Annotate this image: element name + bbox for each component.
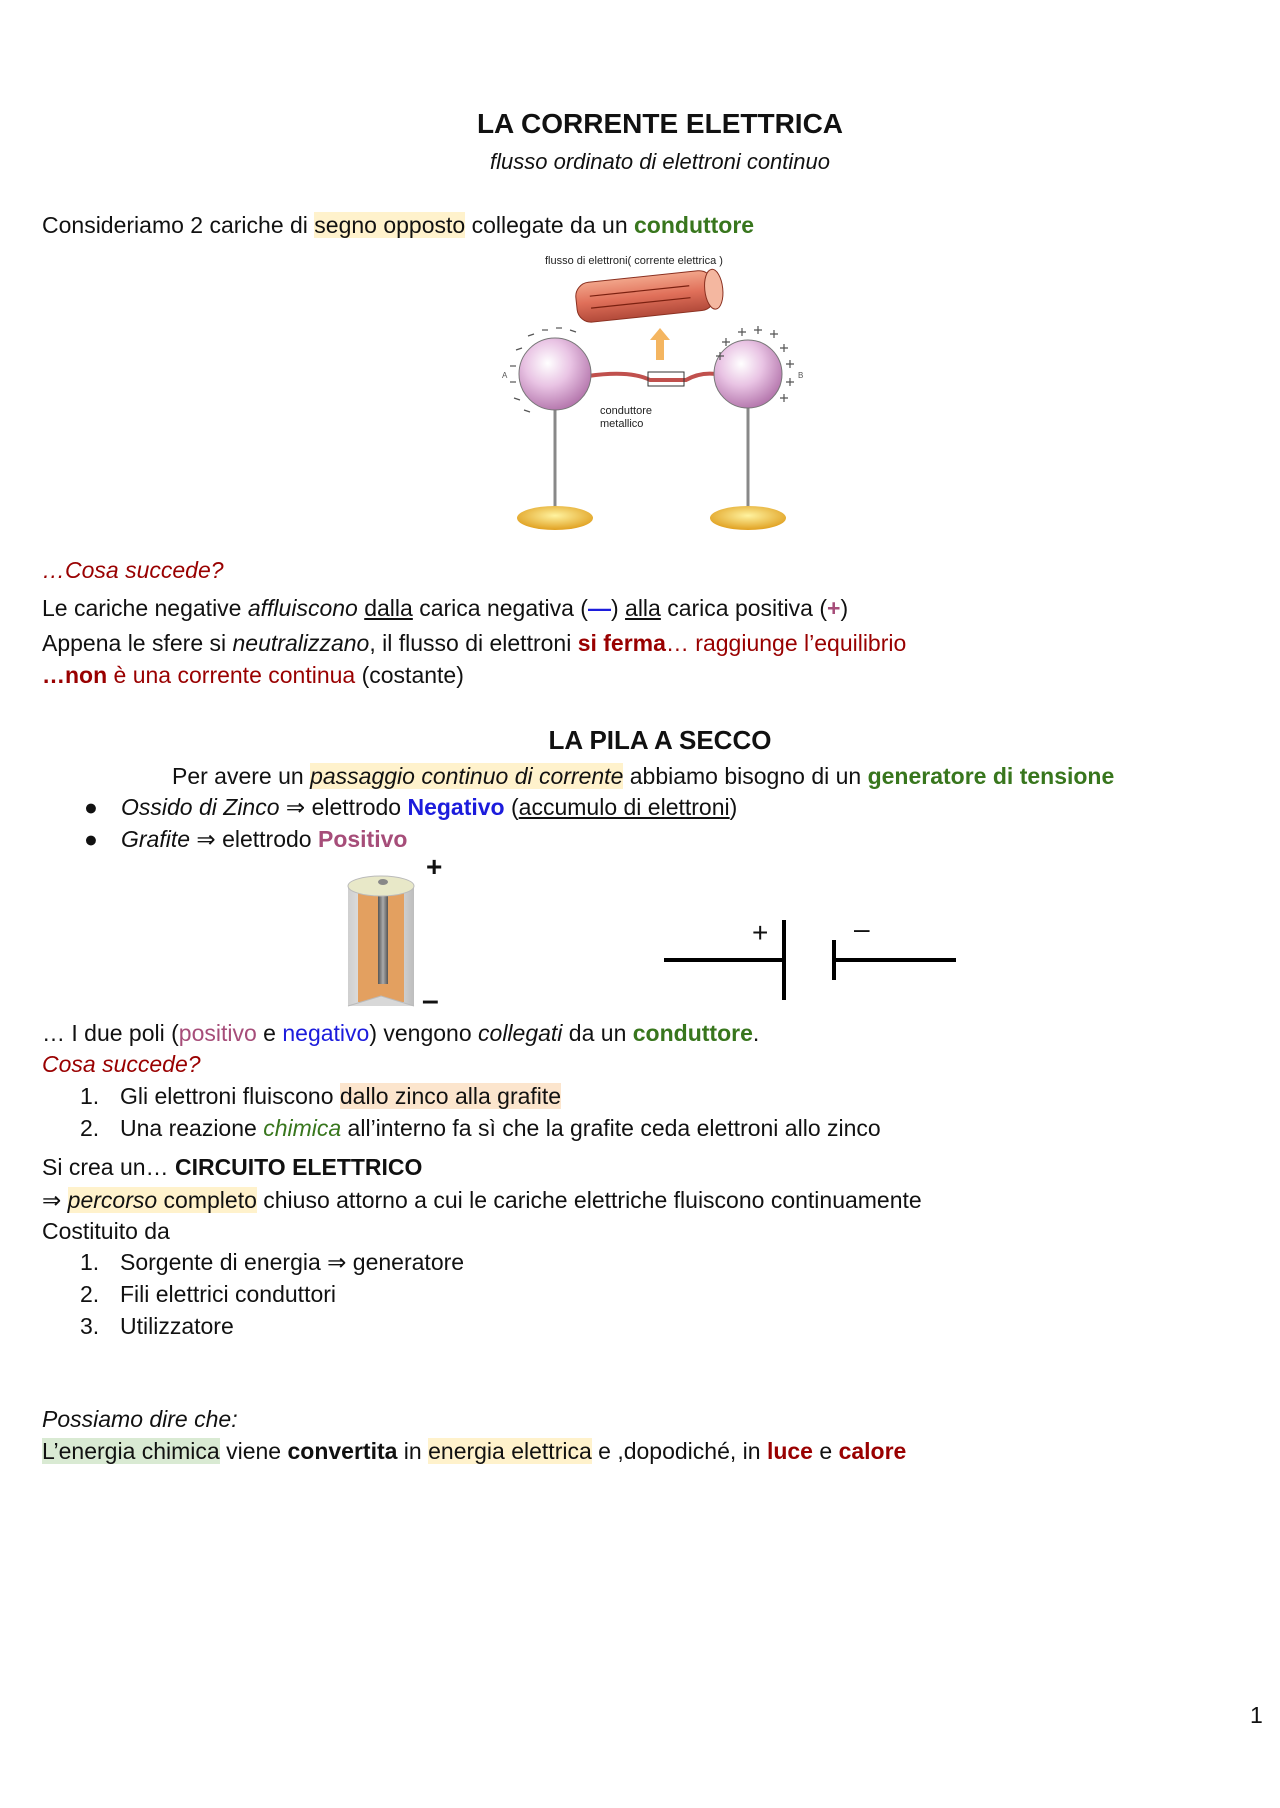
text-span: negativo <box>282 1020 370 1046</box>
text-span: 1. <box>80 1083 100 1109</box>
conclusion-line <box>42 1438 906 1465</box>
text-span: Una reazione <box>120 1115 264 1141</box>
negative-sphere <box>519 338 591 410</box>
battery-plus: + <box>426 856 443 882</box>
text-span: Positivo <box>317 826 408 852</box>
text-span: Ossido di Zinco <box>121 794 280 820</box>
text: dalla <box>364 595 413 621</box>
text-span: conduttore <box>632 1020 753 1046</box>
right-base <box>710 506 786 530</box>
wire-tube <box>574 268 724 323</box>
poles-line <box>42 1020 759 1047</box>
text-span: CIRCUITO ELETTRICO <box>174 1154 423 1180</box>
text: carica negativa ( <box>412 595 588 621</box>
text-span: percorso <box>67 1187 158 1213</box>
question-what-happens: …Cosa succede? <box>42 557 224 583</box>
text-span: ⇒ elettrodo <box>190 826 318 852</box>
text: alla <box>625 595 661 621</box>
text-span: e ,dopodiché, in <box>591 1438 767 1464</box>
highlight: passaggio continuo di corrente <box>310 763 624 789</box>
list-item <box>0 1083 1280 1111</box>
dry-cell-illustration <box>338 856 448 1016</box>
text: Appena le sfere si <box>42 630 233 656</box>
path-line <box>42 1187 922 1214</box>
text: (costante) <box>355 662 464 688</box>
text-span: ( <box>504 794 519 820</box>
text-span: luce <box>766 1438 813 1464</box>
highlight: segno opposto <box>314 212 466 238</box>
keyword: conduttore <box>634 212 755 238</box>
text: ) <box>840 595 849 621</box>
made-of-line: Costituito da <box>42 1218 170 1244</box>
keyword: …non <box>42 662 108 688</box>
text-span: calore <box>838 1438 907 1464</box>
question-what-happens-2: Cosa succede? <box>42 1051 201 1077</box>
minus-sign: — <box>587 595 611 621</box>
text-span: Gli elettroni fluiscono <box>120 1083 340 1109</box>
neutralize-line <box>42 630 906 657</box>
charged-spheres-illustration <box>490 248 820 540</box>
bullet-text <box>121 826 407 853</box>
text-span: completo <box>157 1187 257 1213</box>
page-number: 1 <box>1250 1702 1263 1728</box>
text-span: ⇒ elettrodo <box>279 794 408 820</box>
sphere-label-a: A <box>502 371 508 380</box>
text-span: collegati <box>478 1020 563 1046</box>
text-span: positivo <box>178 1020 257 1046</box>
text-span: in <box>397 1438 429 1464</box>
arrow-up-icon <box>650 328 670 360</box>
symbol-minus: – <box>854 913 870 944</box>
text-span: Negativo <box>407 794 505 820</box>
bullet-dot: ● <box>84 794 98 820</box>
left-base <box>517 506 593 530</box>
intro-line <box>42 212 754 239</box>
circuit-line <box>42 1154 422 1181</box>
text-span: ⇒ <box>42 1187 68 1213</box>
bullet-text <box>121 794 737 821</box>
text-span: 2. <box>80 1281 100 1307</box>
text: Consideriamo 2 cariche di <box>42 212 315 238</box>
text-span: 3. <box>80 1313 100 1339</box>
page-subtitle: flusso ordinato di elettroni continuo <box>490 149 830 174</box>
text-span: da un <box>562 1020 633 1046</box>
text-span: chiuso attorno a cui le cariche elettriche fluiscono continuamente <box>256 1187 922 1213</box>
text: , il flusso di elettroni <box>369 630 578 656</box>
figure-top-label: flusso di elettroni( corrente elettrica ) <box>545 255 723 267</box>
text-span: viene <box>219 1438 288 1464</box>
text: abbiamo bisogno di un <box>623 763 868 789</box>
text: affluiscono <box>247 595 358 621</box>
text: Per avere un <box>172 763 311 789</box>
text-span: Grafite <box>121 826 191 852</box>
bullet-dot: ● <box>84 826 98 852</box>
bullet-item <box>0 794 1280 822</box>
bullet-item <box>0 826 1280 854</box>
not-continuous-line <box>42 662 464 689</box>
list-item <box>0 1313 1280 1341</box>
text-span: ) vengono <box>369 1020 479 1046</box>
text: collegate da un <box>465 212 634 238</box>
text-span: dallo zinco alla grafite <box>339 1083 562 1109</box>
text-span: convertita <box>287 1438 398 1464</box>
section-title-dry-cell: LA PILA A SECCO <box>548 725 772 755</box>
text-span: e <box>256 1020 283 1046</box>
text-span: . <box>752 1020 760 1046</box>
section-intro <box>172 763 1114 790</box>
text-span: 1. <box>80 1249 100 1275</box>
text-span: all’interno fa sì che la grafite ceda elettroni allo zinco <box>341 1115 881 1141</box>
conductor-label-2: metallico <box>600 418 644 430</box>
text-span: ) <box>729 794 738 820</box>
page-title: LA CORRENTE ELETTRICA <box>476 108 844 139</box>
metal-conductor <box>588 374 716 380</box>
text-span: accumulo di elettroni <box>518 794 730 820</box>
plus-sign: + <box>827 595 841 621</box>
charges-flow-line <box>42 595 848 622</box>
text-span: L’energia chimica <box>42 1438 220 1464</box>
text: … raggiunge l’equilibrio <box>665 630 907 656</box>
battery-minus: – <box>422 984 439 1016</box>
conductor-label-1: conduttore <box>600 405 652 417</box>
positive-sphere <box>714 340 782 408</box>
keyword: generatore di tensione <box>867 763 1115 789</box>
text: neutralizzano <box>232 630 370 656</box>
text-span: e <box>812 1438 839 1464</box>
text: Le cariche negative <box>42 595 248 621</box>
text: è una corrente continua <box>107 662 356 688</box>
conclusion-intro: Possiamo dire che: <box>42 1406 238 1432</box>
text-span: Utilizzatore <box>120 1313 234 1339</box>
text-span: energia elettrica <box>428 1438 592 1464</box>
keyword: si ferma <box>577 630 666 656</box>
text: carica positiva ( <box>660 595 828 621</box>
text-span: chimica <box>263 1115 342 1141</box>
battery-symbol <box>660 900 970 1010</box>
text-span: 2. <box>80 1115 100 1141</box>
text-span: … I due poli ( <box>42 1020 179 1046</box>
list-item <box>0 1115 1280 1143</box>
list-item <box>0 1249 1280 1277</box>
symbol-plus: + <box>752 917 769 948</box>
text: ) <box>610 595 626 621</box>
text-span: Fili elettrici conduttori <box>120 1281 337 1307</box>
sphere-label-b: B <box>798 371 804 380</box>
text-span: Si crea un… <box>42 1154 175 1180</box>
text-span: Sorgente di energia ⇒ generatore <box>120 1249 465 1275</box>
list-item <box>0 1281 1280 1309</box>
